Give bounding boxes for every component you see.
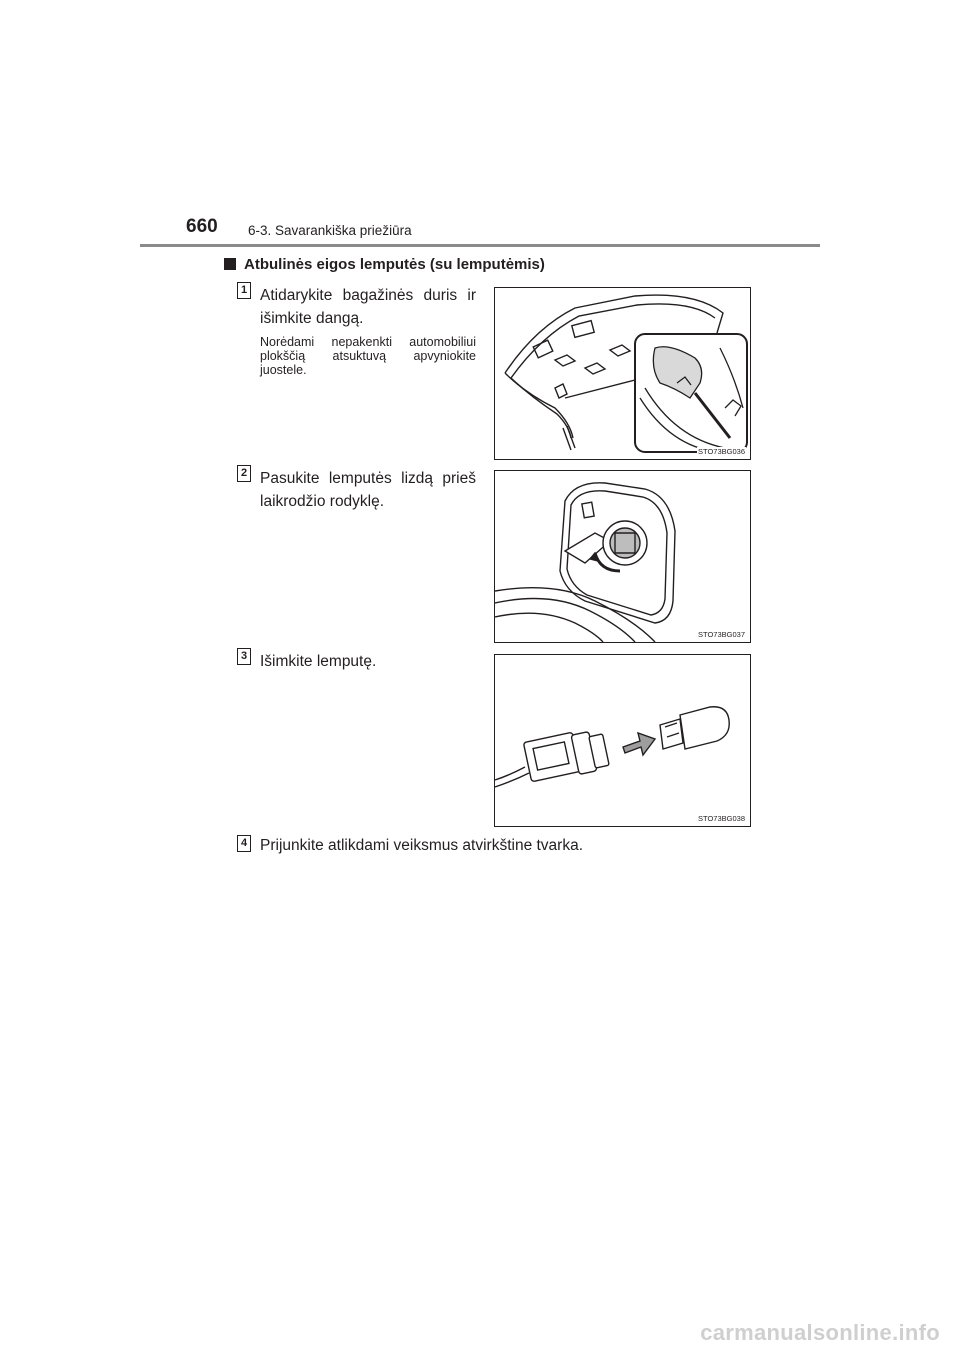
trunk-cover-illustration bbox=[495, 288, 750, 459]
header-rule bbox=[140, 244, 820, 247]
section-heading bbox=[224, 256, 545, 273]
step-number-4: 4 bbox=[237, 835, 251, 852]
step-1-note: Norėdami nepakenkti automobiliui plokščią atsuktuvą apvyniokite juostele. bbox=[260, 335, 476, 377]
bulb-removal-illustration bbox=[495, 655, 750, 826]
step-2-text: Pasukite lemputės lizdą prieš laikrodžio rodyklę. bbox=[260, 470, 476, 510]
figure-bulb-removal bbox=[494, 654, 751, 827]
figure-trunk-cover bbox=[494, 287, 751, 460]
figure-code: STO73BG036 bbox=[698, 447, 745, 456]
step-3-text: Išimkite lemputę. bbox=[260, 653, 377, 670]
step-number-1: 1 bbox=[237, 282, 251, 299]
watermark: carmanualsonline.info bbox=[700, 1320, 940, 1345]
figure-bulb-socket bbox=[494, 470, 751, 643]
step-number-3: 3 bbox=[237, 648, 251, 665]
figure-code: STO73BG037 bbox=[698, 630, 745, 639]
bullet-square-icon bbox=[224, 258, 236, 270]
heading-text: Atbulinės eigos lemputės (su lemputėmis) bbox=[244, 256, 545, 273]
step-1-text: Atidarykite bagažinės duris ir išimkite dangą. bbox=[260, 287, 476, 327]
figure-code: STO73BG038 bbox=[698, 814, 745, 823]
step-number-2: 2 bbox=[237, 465, 251, 482]
bulb-socket-illustration bbox=[495, 471, 750, 642]
section-title: 6-3. Savarankiška priežiūra bbox=[248, 223, 412, 238]
page-number: 660 bbox=[186, 216, 218, 237]
page-header bbox=[186, 216, 820, 246]
step-4-text: Prijunkite atlikdami veiksmus atvirkštine tvarka. bbox=[260, 837, 584, 854]
